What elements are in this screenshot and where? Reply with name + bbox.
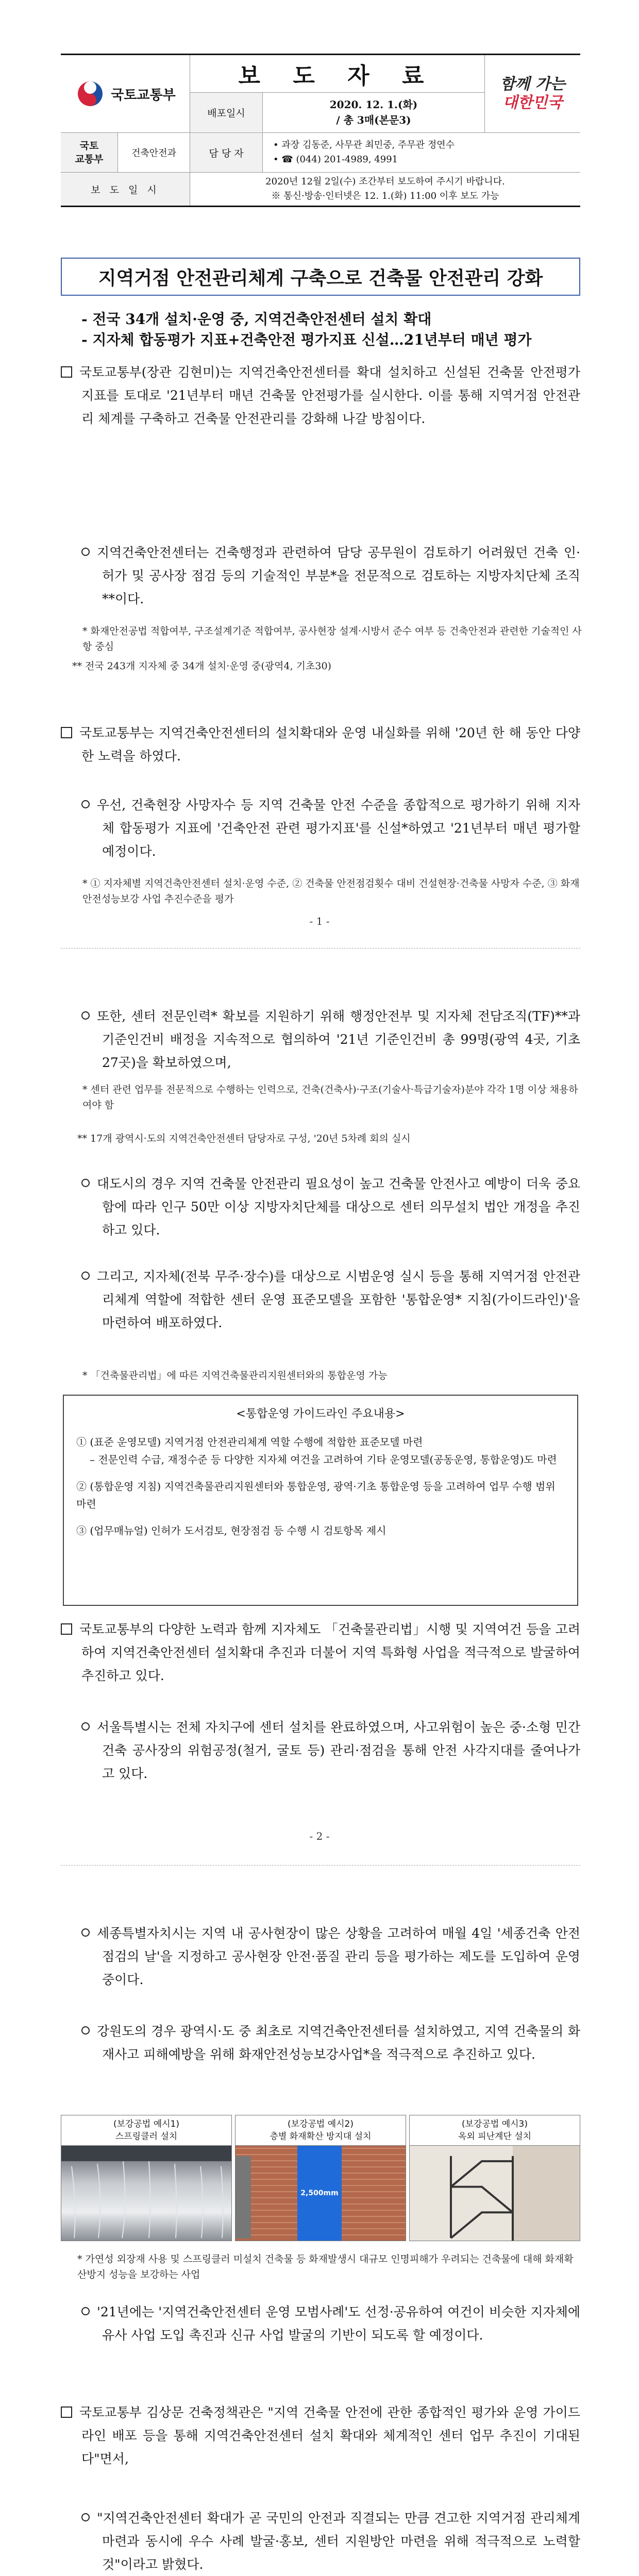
paragraph-14 — [61, 2506, 580, 2576]
slogan-logo — [484, 55, 580, 132]
p6-text: 대도시의 경우 지역 건축물 안전관리 필요성이 높고 건축물 안전사고 예방이 더욱 중요함에 따라 인구 50만 이상 지방자치단체를 대상으로 센터 의무설치 법안 개정을 추진하고 있다. — [97, 1176, 580, 1238]
slogan-line2: 대한민국 — [502, 94, 563, 112]
p4-text: 우선, 건축현장 사망자수 등 지역 건축물 안전 수준을 종합적으로 평가하기 위해 지자체 합동평가 지표에 '건축안전 관련 평가지표'를 신설*하였고 '21년부터 매년 평가할 예정이다. — [97, 798, 580, 859]
contact-label: 담 당 자 — [190, 133, 263, 172]
firebreak-dimension: 2,500mm — [300, 2189, 339, 2197]
circle-bullet-icon — [81, 2026, 90, 2035]
distribution-label: 배포일시 — [190, 93, 263, 132]
stairs-image — [409, 2146, 580, 2241]
p9-text: 서울특별시는 전체 자치구에 센터 설치를 완료하였으며, 사고위험이 높은 중·소형 민간건축 공사장의 위험공정(철거, 굴토 등) 관리·점검을 통해 안전 사각지대를 줄여나가고 있다. — [97, 1720, 580, 1781]
embargo-label: 보 도 일 시 — [61, 173, 190, 206]
p1-text: 국토교통부(장관 김현미)는 지역건축안전센터를 확대 설치하고 신설된 건축물 안전평가 지표를 토대로 '21년부터 매년 건축물 안전평가를 실시한다. 이를 통해 지역거점 안전관리 체계를 구축하고 건축물 안전관리를 강화해 나갈 방침이다. — [79, 365, 580, 426]
firebreak-image — [235, 2146, 406, 2241]
guide-item-2: ② (통합운영 지침) 지역건축물관리지원센터와 통합운영, 광역·기초 통합운영 등을 고려하여 업무 수행 범위 마련 — [76, 1480, 556, 1510]
square-bullet-icon — [61, 1623, 72, 1635]
circle-bullet-icon — [81, 800, 90, 808]
circle-bullet-icon — [81, 1179, 90, 1187]
p7-note: * 「건축물관리법」에 따른 지역건축물관리지원센터와의 통합운영 가능 — [82, 1370, 388, 1381]
paragraph-6 — [61, 1172, 580, 1242]
photo2-subtitle: 층별 화재확산 방지대 설치 — [270, 2131, 372, 2142]
p12-text: '21년에는 '지역건축안전센터 운영 모범사례'도 선정·공유하여 여건이 비슷한 지자체에 유사 사업 도입 촉진과 신규 사업 발굴의 기반이 되도록 할 예정이다. — [97, 2304, 580, 2343]
photo-sprinkler — [61, 2115, 232, 2241]
dept-name: 건축안전과 — [118, 133, 190, 172]
paragraph-1 — [61, 361, 580, 430]
page-number-2: - 2 - — [309, 1830, 330, 1842]
p2-note2: ** 전국 243개 지자체 중 34개 설치·운영 중(광역4, 기초30) — [72, 660, 331, 672]
circle-bullet-icon — [81, 1928, 90, 1937]
p5-text: 또한, 센터 전문인력* 확보를 지원하기 위해 행정안전부 및 지자체 전담조직(TF)**과 기준인건비 배정을 지속적으로 협의하여 '21년 기준인건비 총 99명(광역 4곳, 기초 27곳)을 확보하였으며, — [97, 1009, 580, 1070]
page-number-1: - 1 - — [309, 915, 330, 927]
p4-note: * ① 지자체별 지역건축안전센터 설치·운영 수준, ② 건축물 안전점검횟수 대비 건설현장·건축물 사망자 수준, ③ 화재안전성능보강 사업 추진수준을 평가 — [82, 878, 580, 905]
p2-note1: * 화재안전공법 적합여부, 구조설계기준 적합여부, 공사현장 설계·시방서 준수 여부 등 건축안전과 관련한 기술적인 사항 중심 — [82, 625, 582, 652]
circle-bullet-icon — [81, 1011, 90, 1020]
photo-stairs — [409, 2115, 580, 2241]
press-header-table — [61, 54, 580, 207]
press-release-title: 보 도 자 료 — [190, 55, 484, 93]
distribution-pages: / 총 3매(본문3) — [336, 114, 411, 126]
headline-section — [61, 258, 580, 350]
dept-label — [61, 133, 118, 172]
sprinkler-image — [61, 2146, 232, 2241]
dept-label-line2: 교통부 — [75, 154, 104, 165]
p14-text: "지역건축안전센터 확대가 곧 국민의 안전과 직결되는 만큼 견고한 지역거점 관리체계 마련과 동시에 우수 사례 발굴·홍보, 센터 지원방안 마련을 위해 적극적으로 노력할 것"이라고 밝혔다. — [97, 2511, 580, 2572]
guide-item-1: ① (표준 운영모델) 지역거점 안전관리체계 역할 수행에 적합한 표준모델 마련 — [76, 1436, 423, 1448]
circle-bullet-icon — [81, 2513, 90, 2521]
paragraph-9 — [61, 1716, 580, 1785]
headline-sub2: - 지자체 합동평가 지표+건축안전 평가지표 신설…21년부터 매년 평가 — [81, 331, 532, 348]
headline-title: 지역거점 안전관리체계 구축으로 건축물 안전관리 강화 — [61, 258, 580, 296]
guide-title: <통합운영 가이드라인 주요내용> — [236, 1408, 405, 1420]
guide-item-3: ③ (업무매뉴얼) 인허가 도서검토, 현장점검 등 수행 시 검토항목 제시 — [76, 1524, 386, 1537]
p7-text: 그리고, 지자체(전북 무주·장수)를 대상으로 시범운영 실시 등을 통해 지역거점 안전관리체계 역할에 적합한 센터 운영 표준모델을 포함한 '통합운영* 지침(가이드라인)'을 마련하여 배포하였다. — [97, 1269, 580, 1330]
contact-phone: • ☎ (044) 201-4989, 4991 — [273, 154, 398, 165]
p3-text: 국토교통부는 지역건축안전센터의 설치확대와 운영 내실화를 위해 '20년 한 해 동안 다양한 노력을 하였다. — [79, 725, 580, 764]
photo1-title: (보강공법 예시1) — [113, 2119, 180, 2129]
guideline-box — [63, 1395, 578, 1606]
embargo-line1: 2020년 12월 2일(수) 조간부터 보도하여 주시기 바랍니다. — [265, 176, 505, 187]
circle-bullet-icon — [81, 2307, 90, 2315]
paragraph-4 — [61, 793, 580, 863]
p5-note2: ** 17개 광역시·도의 지역건축안전센터 담당자로 구성, '20년 5차례 회의 실시 — [77, 1133, 411, 1144]
slogan-line1: 함께 가는 — [500, 75, 565, 93]
photo1-subtitle: 스프링클러 설치 — [115, 2131, 178, 2142]
guide-item-1a: – 전문인력 수급, 재정수준 등 다양한 지자체 여건을 고려하여 기타 운영모델(공동운영, 통합운영)도 마련 — [90, 1453, 557, 1466]
ministry-logo — [61, 55, 190, 132]
p2-text: 지역건축안전센터는 건축행정과 관련하여 담당 공무원이 검토하기 어려웠던 건축 인·허가 및 공사장 점검 등의 기술적인 부분*을 전문적으로 검토하는 지방자치단체 조직**이다. — [97, 545, 580, 606]
square-bullet-icon — [61, 727, 72, 738]
paragraph-11 — [61, 2020, 580, 2066]
p8-text: 국토교통부의 다양한 노력과 함께 지자체도 「건축물관리법」시행 및 지역여건 등을 고려하여 지역건축안전센터 설치확대 추진과 더불어 지역 특화형 사업을 적극적으로 발굴하여 추진하고 있다. — [79, 1622, 580, 1683]
dept-label-line1: 국토 — [79, 140, 99, 151]
paragraph-8 — [61, 1618, 580, 1687]
page-divider — [61, 1865, 580, 1866]
paragraph-7 — [61, 1265, 580, 1334]
paragraph-10 — [61, 1922, 580, 1991]
p13-text: 국토교통부 김상문 건축정책관은 "지역 건축물 안전에 관한 종합적인 평가와 운영 가이드라인 배포 등을 통해 지역건축안전센터 설치 확대와 체계적인 센터 업무 추진이 기대된다"면서, — [79, 2405, 580, 2466]
photo-firebreak — [235, 2115, 406, 2241]
p10-text: 세종특별자치시는 지역 내 공사현장이 많은 상황을 고려하여 매월 4일 '세종건축 안전점검의 날'을 지정하고 공사현장 안전·품질 관리 등을 평가하는 제도를 도입하여 운영 중이다. — [97, 1926, 580, 1987]
headline-sub1: - 전국 34개 설치·운영 중, 지역건축안전센터 설치 확대 — [81, 311, 432, 328]
contact-people: • 과장 김동준, 사무관 최민중, 주무관 정연수 — [273, 140, 455, 150]
paragraph-2 — [61, 541, 580, 611]
paragraph-5 — [61, 1005, 580, 1074]
photo3-subtitle: 옥외 피난계단 설치 — [458, 2131, 532, 2142]
paragraph-3 — [61, 721, 580, 768]
circle-bullet-icon — [81, 1722, 90, 1731]
ministry-name: 국토교통부 — [111, 87, 176, 103]
photo3-title: (보강공법 예시3) — [461, 2119, 528, 2129]
paragraph-12 — [61, 2300, 580, 2347]
square-bullet-icon — [61, 2406, 72, 2418]
photo2-title: (보강공법 예시2) — [287, 2119, 354, 2129]
circle-bullet-icon — [81, 548, 90, 556]
embargo-line2: ※ 통신·방송·인터넷은 12. 1.(화) 11:00 이후 보도 가능 — [271, 191, 499, 201]
p11-text: 강원도의 경우 광역시·도 중 최초로 지역건축안전센터를 설치하였고, 지역 건축물의 화재사고 피해예방을 위해 화재안전성능보강사업*을 적극적으로 추진하고 있다. — [97, 2024, 580, 2062]
p11-note: * 가연성 외장재 사용 및 스프링클러 미설치 건축물 등 화재발생시 대규모 인명피해가 우려되는 건축물에 대해 화재확산방지 성능을 보강하는 사업 — [77, 2253, 574, 2280]
reinforcement-photos — [61, 2115, 580, 2241]
square-bullet-icon — [61, 366, 72, 378]
paragraph-13 — [61, 2401, 580, 2470]
distribution-date: 2020. 12. 1.(화) — [329, 98, 418, 111]
p5-note1: * 센터 관련 업무를 전문적으로 수행하는 인력으로, 건축(건축사)·구조(기술사·특급기술자)분야 각각 1명 이상 채용하여야 함 — [82, 1084, 578, 1111]
circle-bullet-icon — [81, 1272, 90, 1280]
taegeuk-icon — [75, 78, 106, 109]
